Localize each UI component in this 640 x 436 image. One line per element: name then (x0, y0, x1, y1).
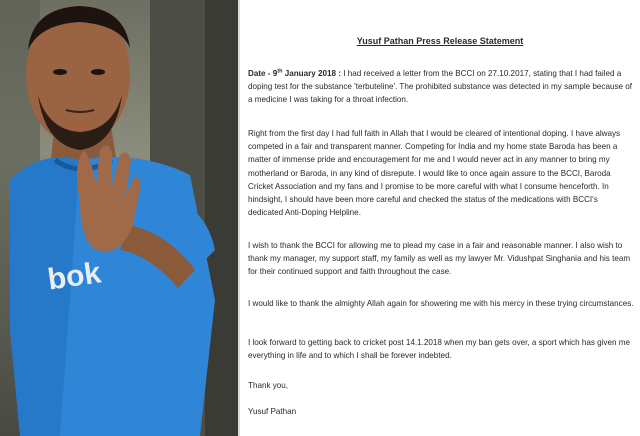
document-title: Yusuf Pathan Press Release Statement (356, 36, 524, 46)
date-label: Date - 9th January 2018 : (248, 68, 341, 78)
press-release-document (246, 0, 634, 436)
paragraph-5: I look forward to getting back to cricket post 14.1.2018 when my ban gets over, a sport which has given me everything in life and to which I shall be forever indebted. (248, 338, 630, 361)
paragraph-date (248, 67, 634, 107)
paragraph-4: I would like to thank the almighty Allah again for showering me with his mercy in these trying circumstances. (248, 299, 634, 308)
paragraph-2: Right from the first day I had full faith in Allah that I would be cleared of intentional doping. I have always competed in a fair and transparent manner. Competing for India and my home state Baroda has been a matter of immense pride and encouragement for me and I would never act in any manner to bring my motherland or Baroda, in any kind of disrepute. I would like to once again assure to the BCCI, Baroda Cricket Association and my fans and I promise to be more careful with what I consume henceforth. In hindsight, I should have been more careful and checked the status of the medications with BCCI's dedicated Anti-Doping Helpline. (248, 129, 621, 218)
player-illustration (0, 0, 238, 436)
paragraph-1-text: I had received a letter from the BCCI on 27.10.2017, stating that I had failed a doping test for the substance 'terbuteline'. The prohibited substance was detected in my sample because of a medicine I was taking for a throat infection. (248, 69, 633, 105)
player-photo (0, 0, 238, 436)
divider (238, 0, 240, 436)
signature: Yusuf Pathan (248, 407, 297, 416)
jersey-logo-text: bok (45, 256, 104, 297)
paragraph-3: I wish to thank the BCCI for allowing me to plead my case in a fair and reasonable manner. I also wish to thank my manager, my support staff, my family as well as my lawyer Mr. Vidushpat Singhania and his team for their continued support and faith throughout the case. (248, 241, 631, 277)
closing-text: Thank you, (248, 381, 289, 390)
